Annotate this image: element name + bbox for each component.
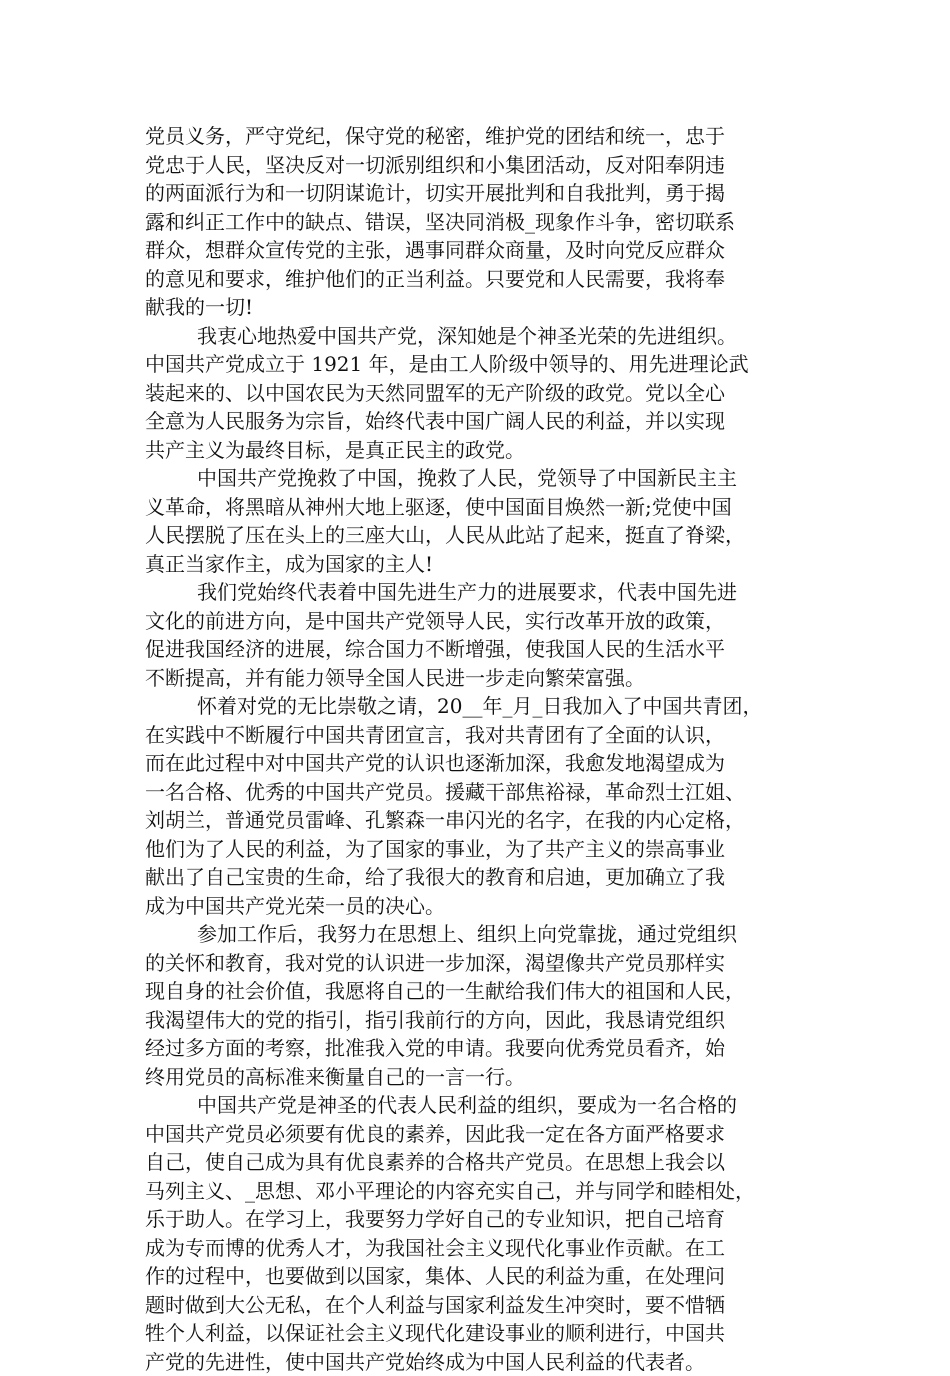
text-line: 参加工作后，我努力在思想上、组织上向党靠拢，通过党组织 [145,920,815,949]
text-line: 终用党员的高标准来衡量自己的一言一行。 [145,1063,815,1092]
text-line: 牲个人利益，以保证社会主义现代化建设事业的顺利进行，中国共 [145,1319,815,1348]
text-line: 促进我国经济的进展，综合国力不断增强，使我国人民的生活水平 [145,635,815,664]
paragraph [145,322,815,465]
text-line: 他们为了人民的利益，为了国家的事业，为了共产主义的崇高事业 [145,835,815,864]
paragraph [145,1091,815,1376]
text-line: 中国共产党成立于 1921 年，是由工人阶级中领导的、用先进理论武 [145,350,815,379]
text-line: 义革命，将黑暗从神州大地上驱逐，使中国面目焕然一新;党使中国 [145,493,815,522]
text-line: 马列主义、_思想、邓小平理论的内容充实自己，并与同学和睦相处， [145,1177,815,1206]
text-line: 中国共产党是神圣的代表人民利益的组织，要成为一名合格的 [145,1091,815,1120]
text-line: 的意见和要求，维护他们的正当利益。只要党和人民需要，我将奉 [145,265,815,294]
paragraph [145,692,815,920]
text-line: 怀着对党的无比崇敬之请，20__年_月_日我加入了中国共青团， [145,692,815,721]
text-line: 题时做到大公无私，在个人利益与国家利益发生冲突时，要不惜牺 [145,1291,815,1320]
text-line: 中国共产党员必须要有优良的素养，因此我一定在各方面严格要求 [145,1120,815,1149]
paragraph [145,464,815,578]
text-line: 的两面派行为和一切阴谋诡计，切实开展批判和自我批判，勇于揭 [145,179,815,208]
text-line: 党忠于人民，坚决反对一切派别组织和小集团活动，反对阳奉阴违 [145,151,815,180]
text-line: 共产主义为最终目标，是真正民主的政党。 [145,436,815,465]
text-line: 群众，想群众宣传党的主张，遇事同群众商量，及时向党反应群众 [145,236,815,265]
text-line: 我渴望伟大的党的指引，指引我前行的方向，因此，我恳请党组织 [145,1006,815,1035]
text-line: 成为专而博的优秀人才，为我国社会主义现代化事业作贡献。在工 [145,1234,815,1263]
text-line: 经过多方面的考察，批准我入党的申请。我要向优秀党员看齐，始 [145,1034,815,1063]
text-line: 献出了自己宝贵的生命，给了我很大的教育和启迪，更加确立了我 [145,863,815,892]
text-line: 全意为人民服务为宗旨，始终代表中国广阔人民的利益，并以实现 [145,407,815,436]
text-line: 献我的一切! [145,293,815,322]
text-line: 我衷心地热爱中国共产党，深知她是个神圣光荣的先进组织。 [145,322,815,351]
text-line: 刘胡兰，普通党员雷峰、孔繁森一串闪光的名字，在我的内心定格， [145,806,815,835]
text-line: 一名合格、优秀的中国共产党员。援藏干部焦裕禄，革命烈士江姐、 [145,778,815,807]
text-line: 产党的先进性，使中国共产党始终成为中国人民利益的代表者。 [145,1348,815,1376]
text-line: 文化的前进方向，是中国共产党领导人民，实行改革开放的政策， [145,607,815,636]
text-line: 作的过程中，也要做到以国家，集体、人民的利益为重，在处理问 [145,1262,815,1291]
text-line: 在实践中不断履行中国共青团宣言，我对共青团有了全面的认识， [145,721,815,750]
text-line: 自己，使自己成为具有优良素养的合格共产党员。在思想上我会以 [145,1148,815,1177]
text-line: 露和纠正工作中的缺点、错误，坚决同消极_现象作斗争，密切联系 [145,208,815,237]
text-line: 的关怀和教育，我对党的认识进一步加深，渴望像共产党员那样实 [145,949,815,978]
text-line: 不断提高，并有能力领导全国人民进一步走向繁荣富强。 [145,664,815,693]
text-line: 装起来的、以中国农民为天然同盟军的无产阶级的政党。党以全心 [145,379,815,408]
paragraph [145,920,815,1091]
text-line: 现自身的社会价值，我愿将自己的一生献给我们伟大的祖国和人民， [145,977,815,1006]
text-line: 乐于助人。在学习上，我要努力学好自己的专业知识，把自己培育 [145,1205,815,1234]
text-line: 中国共产党挽救了中国，挽救了人民，党领导了中国新民主主 [145,464,815,493]
paragraph [145,122,815,322]
text-line: 成为中国共产党光荣一员的决心。 [145,892,815,921]
paragraph [145,578,815,692]
text-line: 真正当家作主，成为国家的主人! [145,550,815,579]
text-line: 人民摆脱了压在头上的三座大山，人民从此站了起来，挺直了脊梁， [145,521,815,550]
document-body [145,122,815,1376]
text-line: 而在此过程中对中国共产党的认识也逐渐加深，我愈发地渴望成为 [145,749,815,778]
text-line: 我们党始终代表着中国先进生产力的进展要求，代表中国先进 [145,578,815,607]
text-line: 党员义务，严守党纪，保守党的秘密，维护党的团结和统一，忠于 [145,122,815,151]
